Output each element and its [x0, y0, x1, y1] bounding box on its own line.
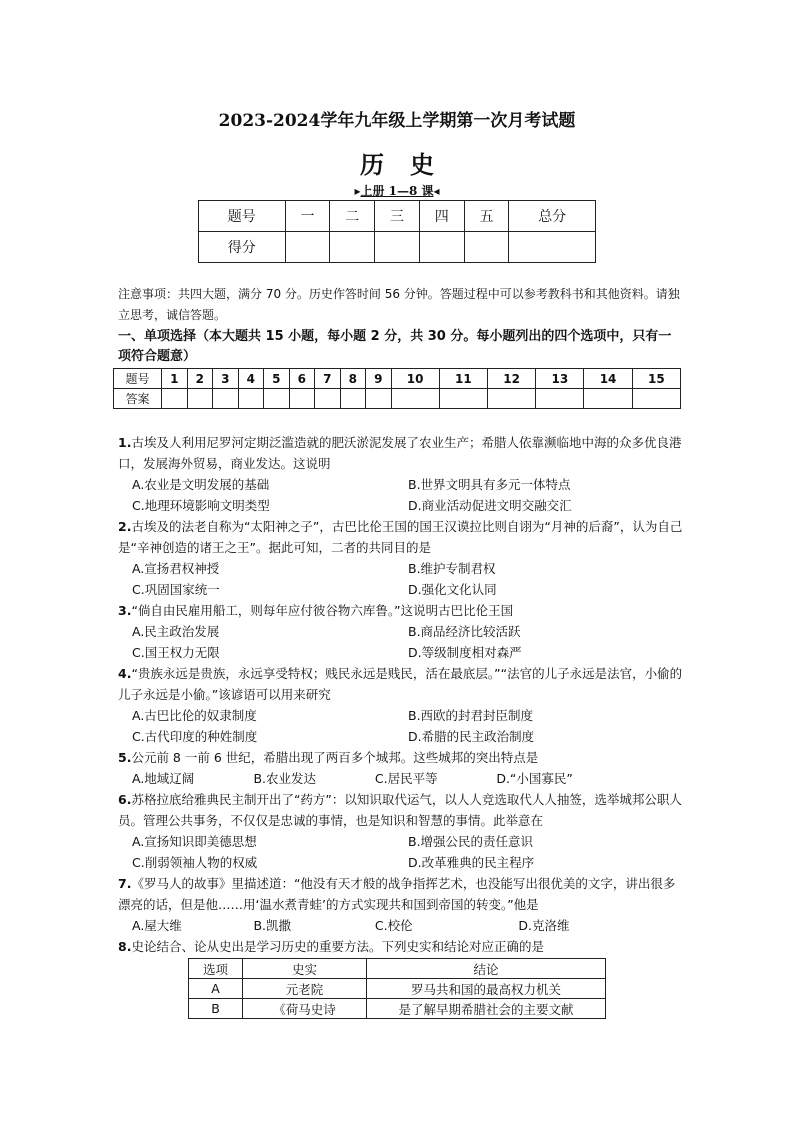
answer-number-cell: 12 [487, 369, 535, 389]
score-row-label: 得分 [199, 232, 286, 263]
option[interactable]: A.地域辽阔 [132, 771, 195, 786]
question-stem: 公元前 8 一前 6 世纪，希腊出现了两百多个城邦。这些城邦的突出特点是 [131, 750, 539, 765]
question-number: 2. [118, 519, 132, 534]
answer-number-cell: 8 [340, 369, 366, 389]
answer-blank-cell[interactable] [162, 389, 188, 409]
answer-blank-cell[interactable] [391, 389, 439, 409]
answer-blank-cell[interactable] [487, 389, 535, 409]
question-1 [118, 432, 684, 474]
option[interactable]: A.宣扬君权神授 [132, 561, 220, 576]
question-3-options [118, 621, 684, 663]
score-cell: 五 [464, 201, 509, 232]
option[interactable]: C.古代印度的种姓制度 [132, 729, 258, 744]
option[interactable]: C.巩固国家统一 [132, 582, 220, 597]
option[interactable]: A.宣扬知识即美德思想 [132, 834, 257, 849]
scope-label [0, 182, 794, 199]
question-5-options [118, 768, 684, 789]
section1-heading [118, 327, 684, 367]
option[interactable]: B.增强公民的责任意识 [408, 834, 534, 849]
answer-number-cell: 4 [238, 369, 264, 389]
question-7 [118, 873, 684, 915]
option[interactable]: B.维护专制君权 [408, 561, 496, 576]
answer-blank-cell[interactable] [213, 389, 239, 409]
question-number: 1. [118, 435, 132, 450]
answer-number-cell: 6 [289, 369, 315, 389]
question-6 [118, 789, 684, 831]
scope-suffix: ◂ [433, 184, 440, 198]
score-cell: 三 [375, 201, 420, 232]
table-cell: 是了解早期希腊社会的主要文献 [367, 999, 606, 1019]
score-table [198, 200, 596, 263]
question-2 [118, 516, 684, 558]
question-number: 5. [118, 750, 132, 765]
question-2-options [118, 558, 684, 600]
answer-row-label: 答案 [114, 389, 162, 409]
score-table-header-row [199, 201, 596, 232]
answer-blank-cell[interactable] [264, 389, 290, 409]
question-5 [118, 747, 684, 768]
score-blank-cell[interactable] [464, 232, 509, 263]
question-3 [118, 600, 684, 621]
score-blank-cell[interactable] [375, 232, 420, 263]
option[interactable]: D.改革雅典的民主程序 [408, 855, 535, 870]
question-stem: “贵族永远是贵族，永远享受特权；贱民永远是贱民，活在最底层。”“法官的儿子永远是法官，小偷的儿子永远是小偷。”该谚语可以用来研究 [118, 666, 683, 702]
option[interactable]: B.世界文明具有多元一体特点 [408, 477, 571, 492]
subject-title: 历史 [360, 150, 460, 179]
table-row [189, 999, 606, 1019]
option[interactable]: C.居民平等 [374, 771, 438, 786]
question-number: 7. [118, 876, 132, 891]
section1-heading-rest: ，只有一项符合题意） [118, 329, 672, 364]
question-4-options [118, 705, 684, 747]
answer-number-cell: 7 [315, 369, 341, 389]
question-stem: 苏格拉底给雅典民主制开出了“药方”：以知识取代运气，以人人竞选取代人人抽签，选举城邦公职人员。管理公共事务，不仅仅是忠诚的事情，也是知识和智慧的事情。此举意在 [118, 792, 682, 828]
question-number: 4. [118, 666, 132, 681]
question-stem: 史论结合、论从史出是学习历史的重要方法。下列史实和结论对应正确的是 [131, 939, 544, 954]
option[interactable]: A.民主政治发展 [132, 624, 220, 639]
answer-blank-cell[interactable] [340, 389, 366, 409]
answer-table-number-row [114, 369, 681, 389]
score-blank-cell[interactable] [419, 232, 464, 263]
answer-number-cell: 1 [162, 369, 188, 389]
question-number: 8. [118, 939, 132, 954]
option[interactable]: D.等级制度相对森严 [408, 645, 522, 660]
question-6-options [118, 831, 684, 873]
option[interactable]: D.强化文化认同 [408, 582, 497, 597]
question-stem: 《罗马人的故事》里描述道：“他没有天才般的战争指挥艺术，也没能写出很优美的文字，讲出很多漂亮的话，但是他……用‘温水煮青蛙’的方式实现共和国到帝国的转变。”他是 [118, 876, 676, 912]
answer-blank-cell[interactable] [584, 389, 632, 409]
section1-heading-bold: 一、单项选择（本大题共 15 小题，每小题 2 分，共 30 分。每小题列出的 [118, 329, 555, 344]
score-cell: 二 [330, 201, 375, 232]
table-cell: B [189, 999, 243, 1019]
answer-blank-cell[interactable] [439, 389, 487, 409]
option[interactable]: C.削弱领袖人物的权威 [132, 855, 258, 870]
option[interactable]: A.屋大维 [132, 918, 182, 933]
option[interactable]: D.克洛维 [518, 918, 570, 933]
question-1-options [118, 474, 684, 516]
answer-number-cell: 11 [439, 369, 487, 389]
exam-title: 2023-2024学年九年级上学期第一次月考试题 [218, 111, 576, 131]
table-row [189, 979, 606, 999]
score-blank-cell[interactable] [509, 232, 596, 263]
score-cell: 题号 [199, 201, 286, 232]
answer-number-cell: 14 [584, 369, 632, 389]
answer-blank-cell[interactable] [632, 389, 680, 409]
option[interactable]: C.校伦 [374, 918, 413, 933]
answer-blank-cell[interactable] [238, 389, 264, 409]
option[interactable]: B.商品经济比较活跃 [408, 624, 521, 639]
question-7-options [118, 915, 684, 936]
answer-number-cell: 3 [213, 369, 239, 389]
option[interactable]: B.凯撒 [253, 918, 291, 933]
option[interactable]: B.农业发达 [253, 771, 316, 786]
option[interactable]: D.“小国寡民” [496, 771, 573, 786]
answer-blank-cell[interactable] [315, 389, 341, 409]
score-blank-cell[interactable] [330, 232, 375, 263]
answer-number-cell: 2 [187, 369, 213, 389]
option[interactable]: C.国王权力无限 [132, 645, 220, 660]
answer-table [113, 368, 681, 409]
question-stem: “倘自由民雇用船工，则每年应付彼谷物六库鲁。”这说明古巴比伦王国 [131, 603, 514, 618]
question-stem: 古埃及人利用尼罗河定期泛滥造就的肥沃淤泥发展了农业生产；希腊人依靠濒临地中海的众多优良港口，发展海外贸易，商业发达。这说明 [118, 435, 682, 471]
question-8-table-header [189, 959, 606, 979]
option[interactable]: D.希腊的民主政治制度 [408, 729, 535, 744]
answer-blank-cell[interactable] [187, 389, 213, 409]
option[interactable]: D.商业活动促进文明交融交汇 [408, 498, 572, 513]
question-number: 3. [118, 603, 132, 618]
table-header-cell: 选项 [189, 959, 243, 979]
answer-blank-cell[interactable] [366, 389, 392, 409]
answer-blank-cell[interactable] [536, 389, 584, 409]
questions-area [118, 432, 684, 1019]
table-header-cell: 结论 [367, 959, 606, 979]
option[interactable]: B.西欧的封君封臣制度 [408, 708, 534, 723]
answer-number-cell: 15 [632, 369, 680, 389]
score-cell: 一 [285, 201, 330, 232]
option[interactable]: A.古巴比伦的奴隶制度 [132, 708, 257, 723]
answer-number-cell: 9 [366, 369, 392, 389]
answer-table-answer-row [114, 389, 681, 409]
question-8-table [188, 958, 606, 1019]
answer-row-label: 题号 [114, 369, 162, 389]
question-stem: 古埃及的法老自称为“太阳神之子”，古巴比伦王国的国王汉谟拉比则自诩为“月神的后裔”，认为自己是“辛神创造的诸王之王”。据此可知，二者的共同目的是 [118, 519, 683, 555]
section1-heading-emph: 四个选项中 [554, 329, 620, 344]
scope-prefix: ▸ [354, 184, 361, 198]
question-8 [118, 936, 684, 957]
question-4 [118, 663, 684, 705]
score-blank-cell[interactable] [285, 232, 330, 263]
question-number: 6. [118, 792, 132, 807]
table-header-cell: 史实 [243, 959, 367, 979]
option[interactable]: A.农业是文明发展的基础 [132, 477, 270, 492]
table-cell: A [189, 979, 243, 999]
answer-number-cell: 10 [391, 369, 439, 389]
answer-number-cell: 13 [536, 369, 584, 389]
answer-blank-cell[interactable] [289, 389, 315, 409]
exam-notes: 注意事项：共四大题，满分 70 分。历史作答时间 56 分钟。答题过程中可以参考教科书和其他资料。请独立思考，诚信答题。 [118, 287, 680, 322]
score-cell: 总分 [509, 201, 596, 232]
answer-number-cell: 5 [264, 369, 290, 389]
option[interactable]: C.地理环境影响文明类型 [132, 498, 270, 513]
table-cell: 罗马共和国的最高权力机关 [367, 979, 606, 999]
scope-text: 上册 1—8 课 [360, 184, 434, 198]
score-cell: 四 [419, 201, 464, 232]
table-cell: 元老院 [243, 979, 367, 999]
table-cell: 《荷马史诗 [243, 999, 367, 1019]
score-table-score-row [199, 232, 596, 263]
